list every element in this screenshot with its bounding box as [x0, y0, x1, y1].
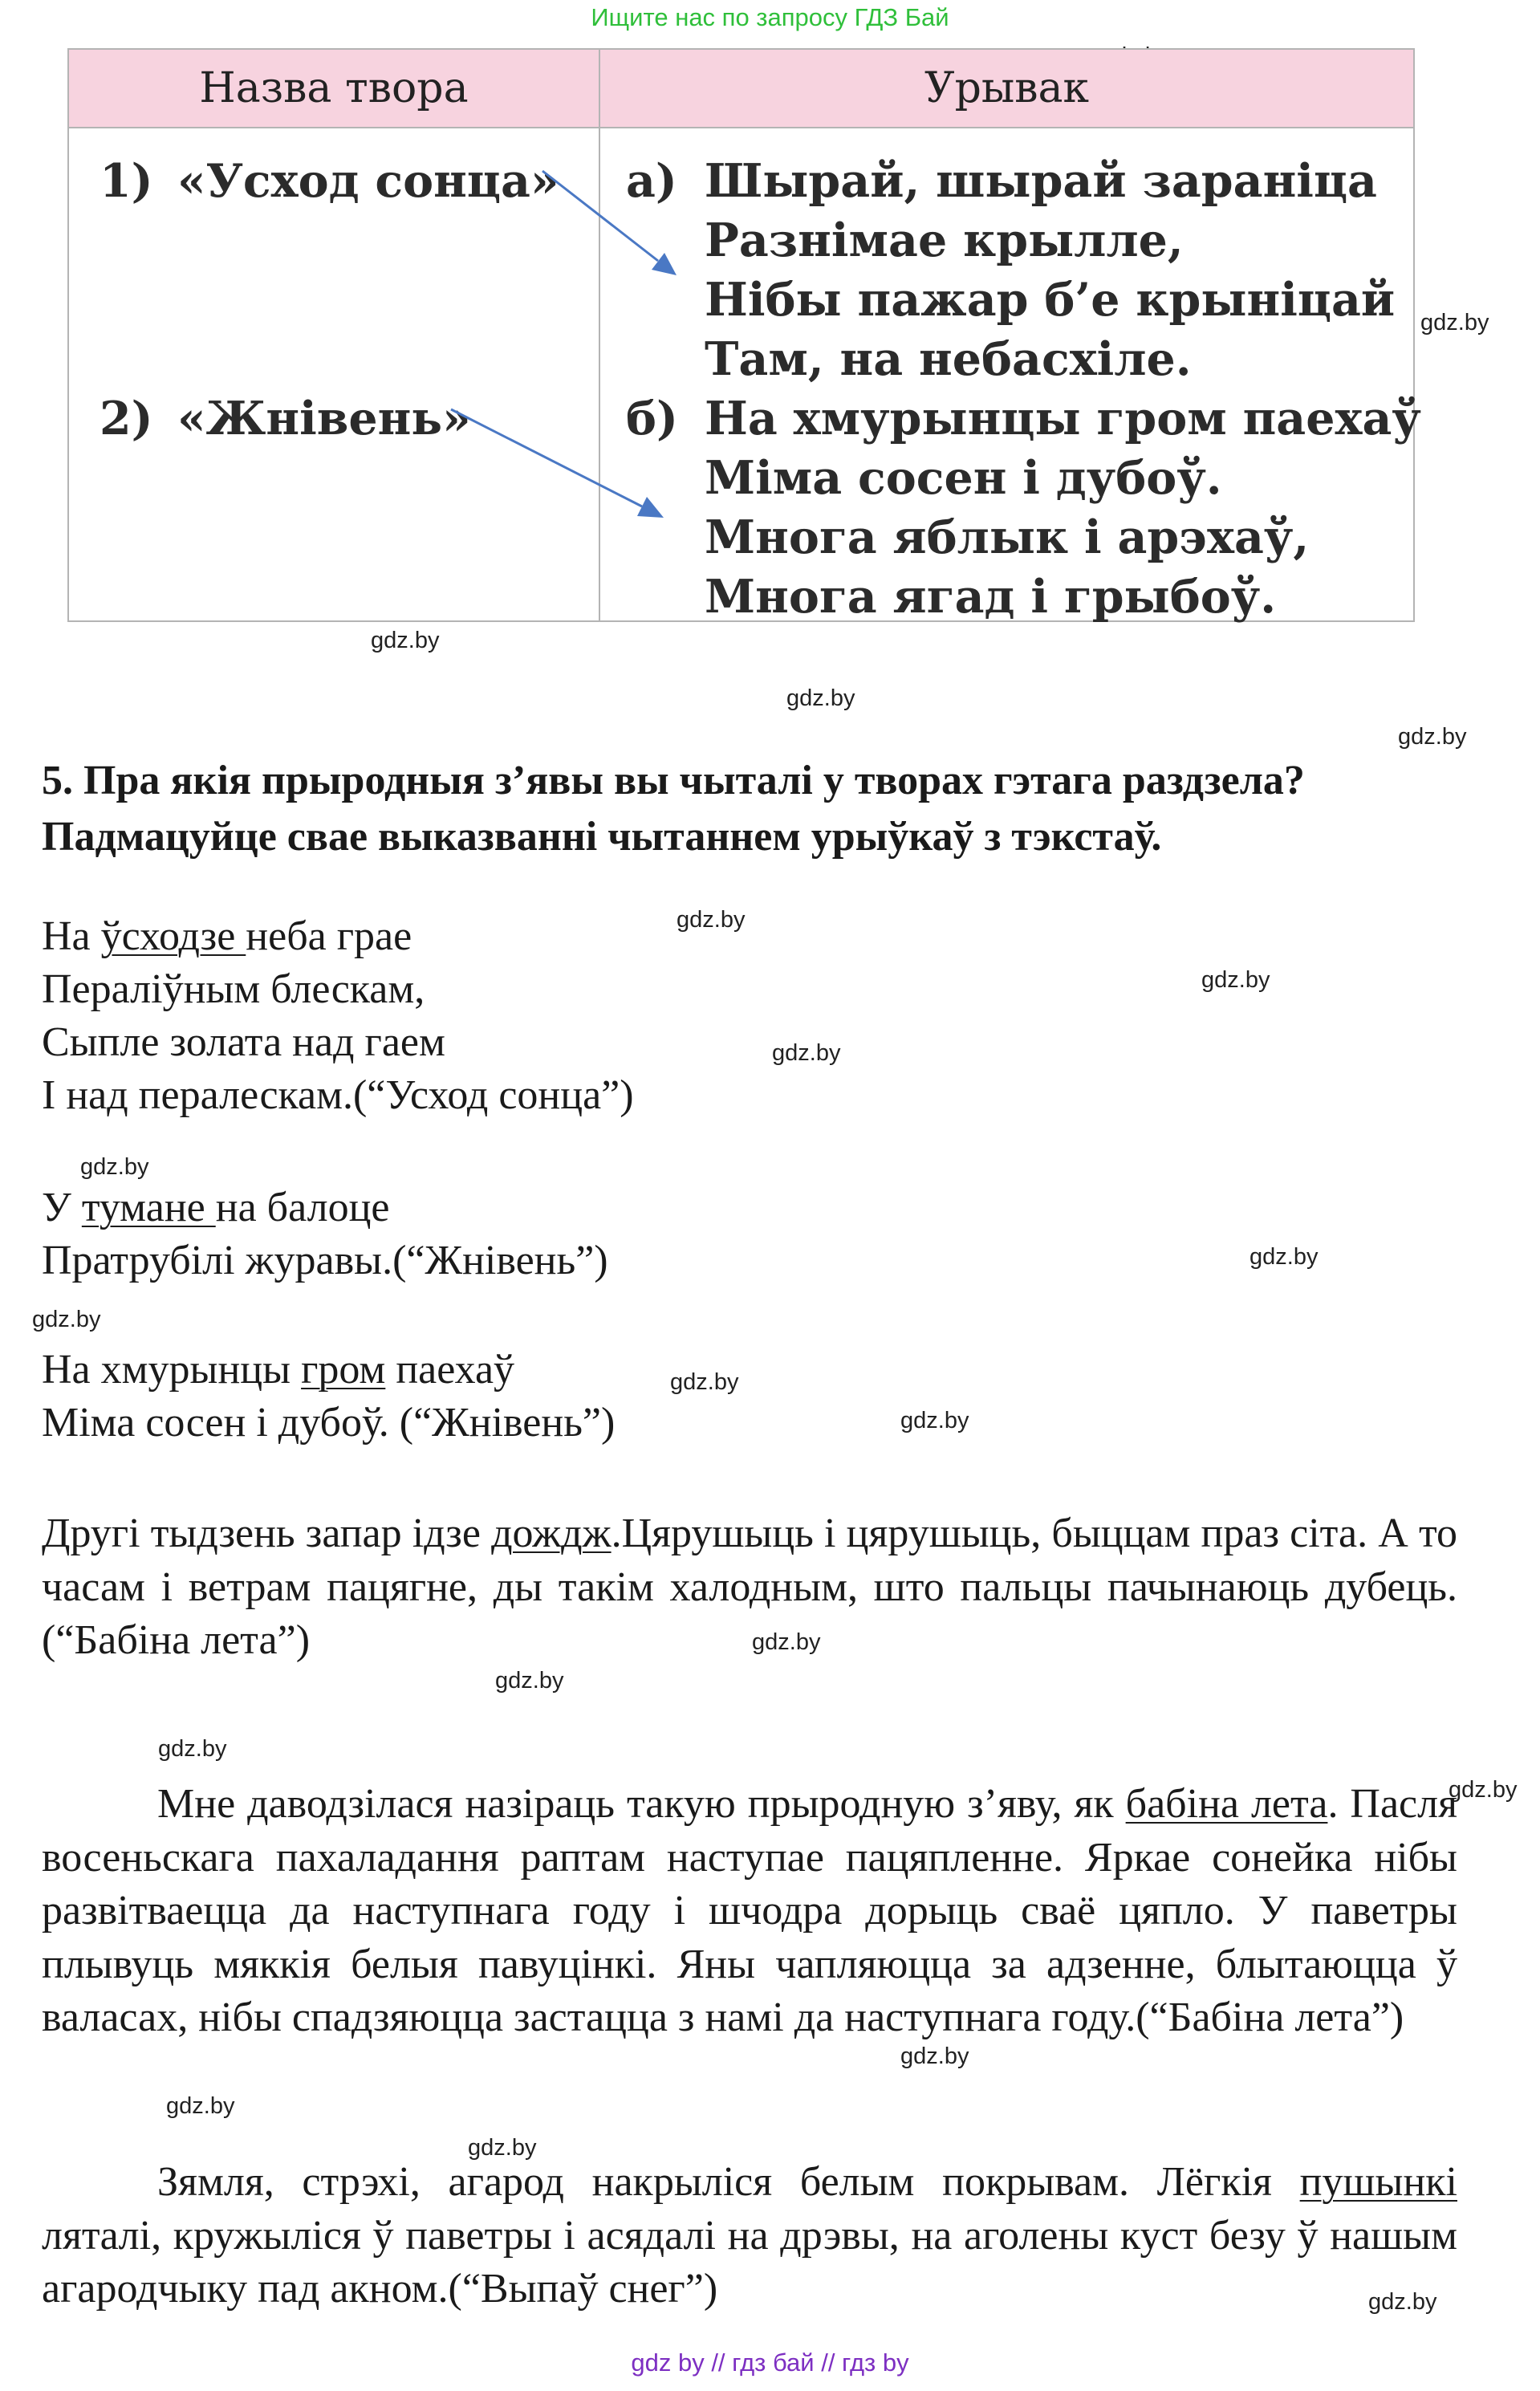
watermark: gdz.by [1449, 1777, 1518, 1803]
top-banner: Ищите нас по запросу ГДЗ Бай [591, 3, 949, 31]
arrow-head-icon [652, 253, 677, 275]
arrow-line [451, 409, 642, 506]
keyword: ўсходзе [100, 913, 246, 959]
watermark: gdz.by [80, 1154, 149, 1180]
keyword: пушынкi [1299, 2159, 1457, 2205]
poem-line: На ўсходзе неба грае [42, 913, 412, 959]
excerpt-b-label: б) [626, 392, 678, 445]
watermark: gdz.by [900, 2043, 969, 2069]
excerpt-line: Многа яблык i арэхаў, [705, 510, 1310, 564]
watermark: gdz.by [900, 1408, 969, 1433]
excerpt-line: На хмурынцы гром паехаў [705, 392, 1421, 445]
bottom-banner: gdz by // гдз бай // гдз by [631, 2348, 909, 2377]
watermark: gdz.by [1368, 2289, 1437, 2315]
keyword: гром [301, 1347, 386, 1393]
watermark: gdz.by [32, 1307, 101, 1332]
question-number: 5. [42, 758, 73, 803]
watermark: gdz.by [468, 2135, 537, 2161]
watermark: gdz.by [1420, 310, 1489, 335]
watermark: gdz.by [1398, 724, 1467, 750]
watermark: gdz.by [1249, 1244, 1319, 1270]
prose-paragraph: Зямля, стрэхi, агарод накрылiся белым покрывам. Лёгкiя пушынкi лятaлi, кружылiся ў паветры i асядалi на дрэвы, на аголены куст безу ў нашым агародчыку пад акном.(“Выпаў снег”) [42, 2159, 1457, 2312]
watermark: gdz.by [786, 685, 855, 711]
poem-line: І над пералескам.(“Усход сонца”) [42, 1072, 634, 1118]
watermark: gdz.by [772, 1040, 841, 1066]
keyword: дождж [491, 1511, 612, 1556]
watermark: gdz.by [166, 2093, 235, 2119]
watermark: gdz.by [371, 628, 440, 653]
match-arrows [0, 0, 1540, 642]
poem-line: Сыпле золата над гаем [42, 1019, 445, 1065]
poem-line: Мiма сосен i дубоў. (“Жнiвень”) [42, 1400, 616, 1446]
poem-line: У тумане на балоце [42, 1185, 390, 1230]
keyword: тумане [81, 1185, 216, 1230]
arrow-line [542, 171, 658, 261]
prose-paragraph: Другi тыдзень запар iдзе дождж.Цярушыць i цярушыць, быццам праз сiта. А то часам i ветрам пацягне, ды такiм халодным, што пальцы пачынаюць дубець. (“Бабiна лета”) [42, 1511, 1458, 1663]
excerpt-a-label: а) [626, 154, 677, 208]
excerpt-line: Шырай, шырай заранiца [705, 154, 1377, 208]
watermark: gdz.by [1201, 967, 1270, 993]
item-label: 1) [100, 154, 153, 208]
watermark: gdz.by [495, 1668, 564, 1694]
poem-line: На хмурынцы гром паехаў [42, 1347, 515, 1393]
excerpt-line: Многа ягад i грыбоў. [705, 570, 1277, 624]
poem-line: Пратрубiлi жуpавы.(“Жнiвень”) [42, 1238, 608, 1283]
excerpt-line: Мiма сосен i дубоў. [705, 451, 1222, 505]
excerpt-line: Нiбы пажар б’е крынiцай [705, 273, 1396, 327]
item-title: «Жнівень» [177, 392, 471, 445]
excerpt-line: Разнiмае крылле, [705, 213, 1184, 267]
table-header-title: Назва твора [69, 50, 600, 127]
prose-paragraph: Мне даводзілася назіраць такую прыродную з’яву, як бабiна лета. Пасля восеньскага пахаладання раптам наступае пацяпленне. Яркае сонейка нiбы развiтваецца да наступнага году i шчодра дорыць сваё цяпло. У паветры плывуць мяккія белыя павуцiнкi. Яны чапляюцца за адзенне, блытаюцца ў валасах, нiбы спадзяюцца застацца з намi да наступнага году.(“Бабiна лета”) [42, 1781, 1457, 2040]
question-5 [42, 753, 1478, 865]
watermark: gdz.by [158, 1736, 227, 1762]
poem-line: Пералiўным блескам, [42, 966, 425, 1012]
watermark: gdz.by [670, 1369, 739, 1395]
item-label: 2) [100, 392, 153, 445]
item-title: «Усход сонца» [177, 154, 559, 208]
question-text: Пра якія прыродныя з’явы вы чыталі у творах гэтага раздзела? Падмацуйце свае выказванні чытаннем урыўкаў з тэкстаў. [42, 758, 1305, 860]
watermark: gdz.by [677, 907, 746, 933]
keyword: бабiна лета [1125, 1781, 1328, 1827]
watermark: gdz.by [752, 1629, 821, 1655]
excerpt-line: Там, на небасхiле. [705, 332, 1192, 386]
table-header-excerpt: Урывак [600, 50, 1413, 127]
